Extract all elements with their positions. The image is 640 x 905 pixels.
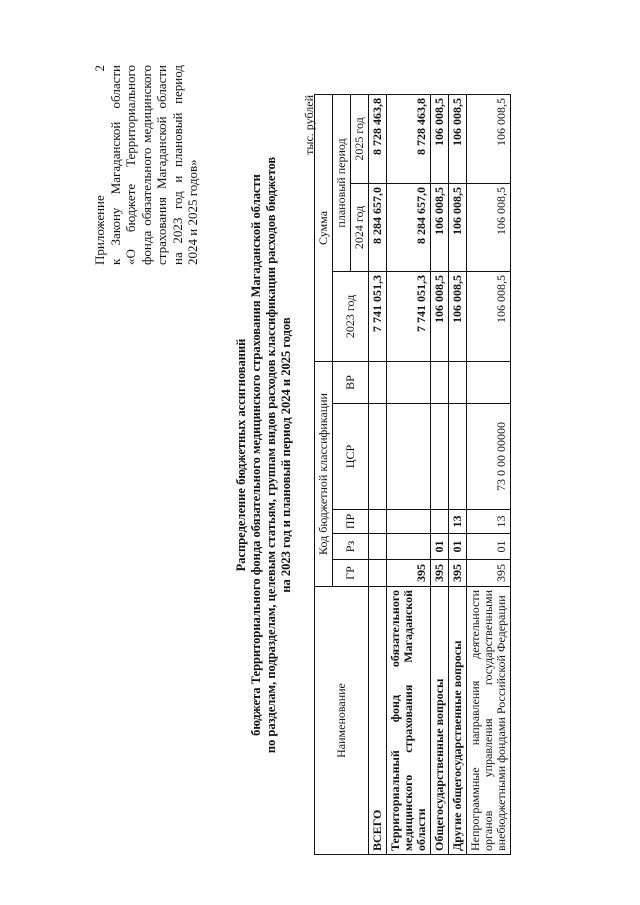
units-label: тыс. рублей xyxy=(302,95,316,155)
row-csr xyxy=(449,404,467,510)
header-vr: ВР xyxy=(333,361,369,403)
row-rz: 01 xyxy=(467,534,511,560)
table-row xyxy=(387,94,431,854)
header-rz: Рз xyxy=(333,534,369,560)
row-gr: 395 xyxy=(387,560,431,587)
row-vr xyxy=(431,361,449,403)
appendix-line: фонда обязательного медицинского xyxy=(138,65,154,265)
row-vr xyxy=(467,361,511,403)
table-row xyxy=(449,94,467,854)
row-csr: 73 0 00 00000 xyxy=(467,404,511,510)
appendix-line: к Закону Магаданской области xyxy=(107,65,123,265)
row-pr: 13 xyxy=(467,510,511,534)
header-pr: ПР xyxy=(333,510,369,534)
title-line: бюджета Территориального фонда обязательного медицинского страхования Магаданской области xyxy=(249,174,263,736)
header-code-group: Код бюджетной классификации xyxy=(315,361,333,586)
title-line: на 2023 год и плановый период 2024 и 2025 годов xyxy=(279,317,293,593)
row-vr xyxy=(449,361,467,403)
row-name: Общегосударственные вопросы xyxy=(431,587,449,855)
row-gr: 395 xyxy=(449,560,467,587)
row-vr xyxy=(369,361,387,403)
appendix-line: на 2023 год и плановый период xyxy=(169,65,185,265)
appendix-line: Приложение 2 xyxy=(92,65,107,265)
row-csr xyxy=(387,404,431,510)
row-pr xyxy=(431,510,449,534)
row-name: ВСЕГО xyxy=(369,587,387,855)
header-2025: 2025 год xyxy=(351,94,369,183)
row-pr: 13 xyxy=(449,510,467,534)
row-2023: 7 741 051,3 xyxy=(369,271,387,361)
title-line: Распределение бюджетных ассигнований xyxy=(234,338,248,572)
row-2023: 7 741 051,3 xyxy=(387,271,431,361)
row-rz xyxy=(369,534,387,560)
row-rz xyxy=(387,534,431,560)
table-row xyxy=(431,94,449,854)
row-2025: 8 728 463,8 xyxy=(369,94,387,183)
row-csr xyxy=(369,404,387,510)
table-row xyxy=(467,94,511,854)
row-2025: 106 008,5 xyxy=(431,94,449,183)
row-csr xyxy=(431,404,449,510)
header-name: Наименование xyxy=(315,587,369,855)
row-2025: 8 728 463,8 xyxy=(387,94,431,183)
row-2023: 106 008,5 xyxy=(449,271,467,361)
header-2023: 2023 год xyxy=(333,271,369,361)
row-2024: 106 008,5 xyxy=(431,183,449,271)
row-2024: 8 284 657,0 xyxy=(369,183,387,271)
header-sum: Сумма xyxy=(315,94,333,361)
row-vr xyxy=(387,361,431,403)
document-title xyxy=(234,105,294,805)
row-name: Непрограммные направления деятельности органов управления государственными внебюджетными фондами Российской Федерации xyxy=(467,587,511,855)
row-pr xyxy=(387,510,431,534)
header-2024: 2024 год xyxy=(351,183,369,271)
row-gr: 395 xyxy=(431,560,449,587)
appendix-note xyxy=(92,65,201,265)
title-line: по разделам, подразделам, целевым статьям, группам видов расходов классификации расходов бюджетов xyxy=(264,156,278,754)
row-gr: 395 xyxy=(467,560,511,587)
row-rz: 01 xyxy=(431,534,449,560)
header-gr: ГР xyxy=(333,560,369,587)
header-csr: ЦСР xyxy=(333,404,369,510)
row-pr xyxy=(369,510,387,534)
row-2024: 106 008,5 xyxy=(449,183,467,271)
appendix-line: «О бюджете Территориального xyxy=(123,65,138,265)
row-name: Другие общегосударственные вопросы xyxy=(449,587,467,855)
row-rz: 01 xyxy=(449,534,467,560)
row-gr xyxy=(369,560,387,587)
row-2024: 106 008,5 xyxy=(467,183,511,271)
row-2023: 106 008,5 xyxy=(431,271,449,361)
row-2025: 106 008,5 xyxy=(449,94,467,183)
row-name: Территориальный фонд обязательного медицинского страхования Магаданской области xyxy=(387,587,431,855)
table-row xyxy=(369,94,387,854)
appendix-line: страхования Магаданской области xyxy=(154,65,169,265)
budget-table xyxy=(314,94,511,855)
row-2024: 8 284 657,0 xyxy=(387,183,431,271)
header-plan-period: плановый период xyxy=(333,94,351,271)
row-2025: 106 008,5 xyxy=(467,94,511,183)
appendix-line: 2024 и 2025 годов» xyxy=(185,159,200,265)
row-2023: 106 008,5 xyxy=(467,271,511,361)
